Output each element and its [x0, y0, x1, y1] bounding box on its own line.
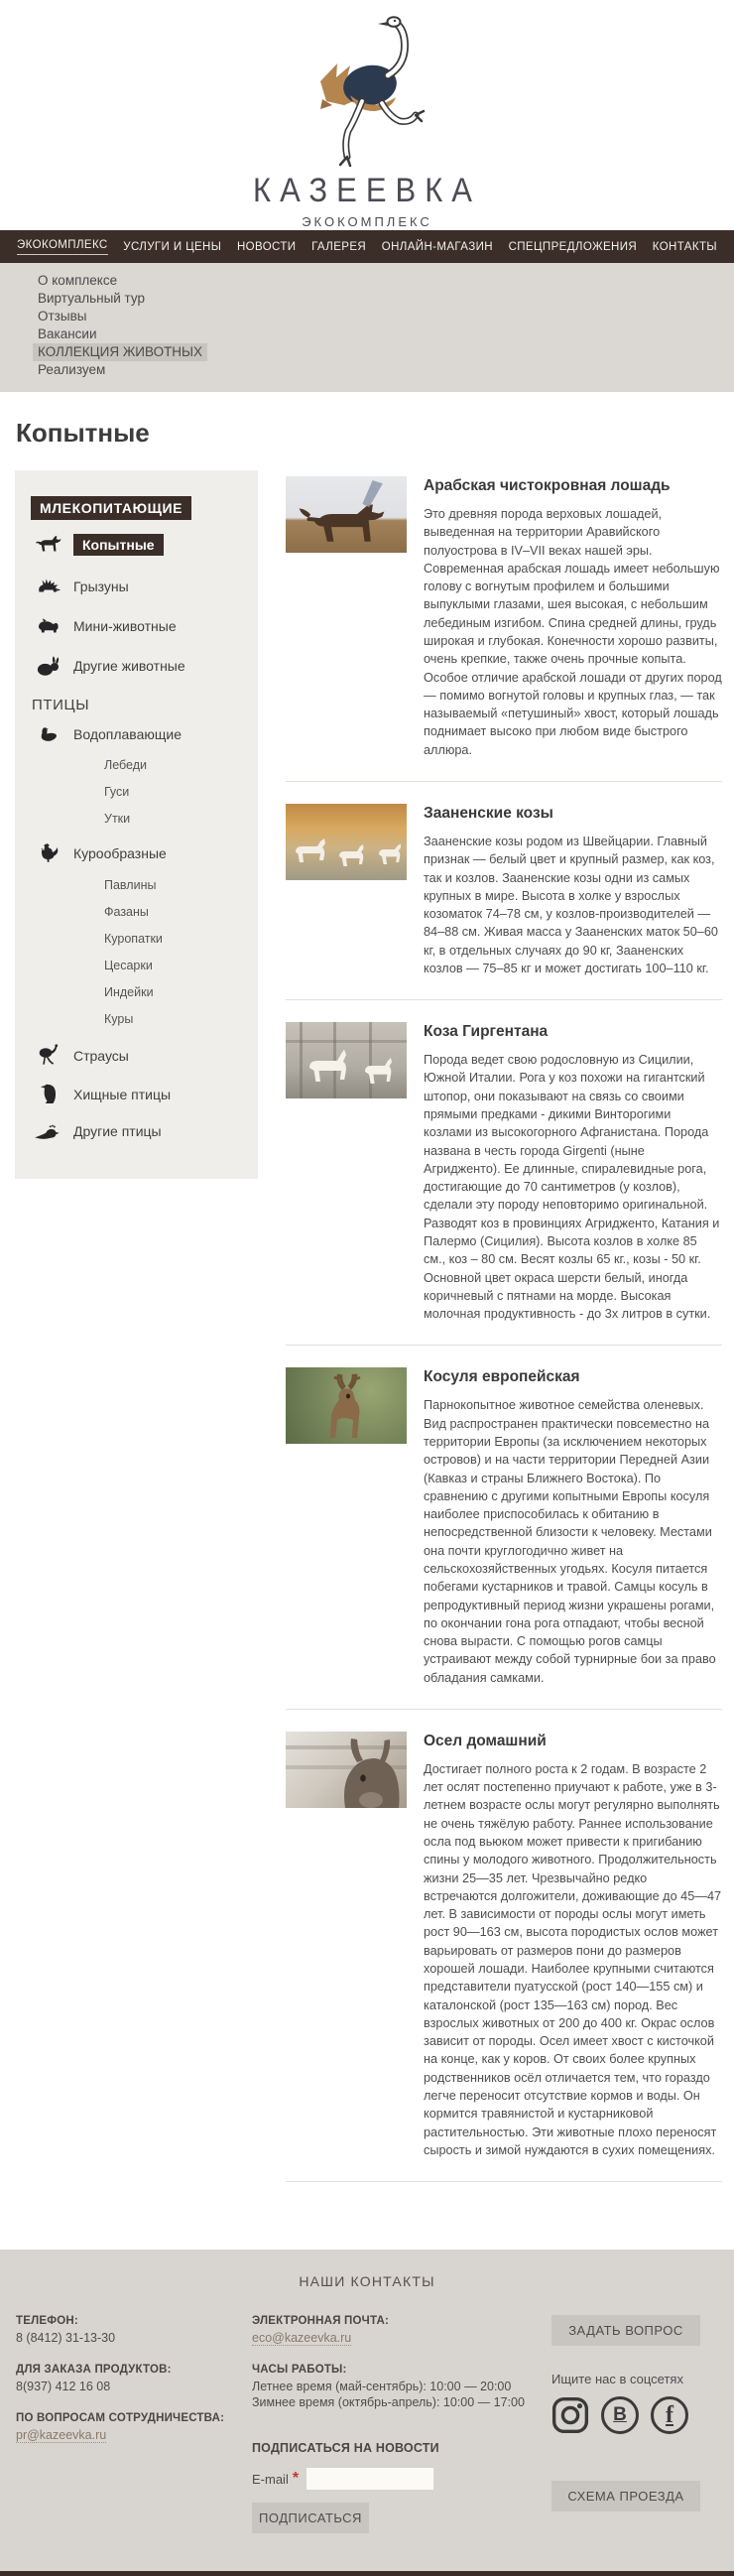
- animal-name: Арабская чистокровная лошадь: [424, 477, 671, 494]
- sidebar-item-galliformes[interactable]: [31, 841, 258, 865]
- nav-news[interactable]: НОВОСТИ: [236, 240, 297, 253]
- duck-icon: [31, 723, 66, 745]
- animal-name: Зааненские козы: [424, 804, 553, 822]
- ecocomplex-submenu: [0, 263, 734, 392]
- animal-description: Порода ведет свою родословную из Сицилии, Южной Италии. Рога у коз похожи на гигантский штопор, они показывают на связь со своими прямыми предками - дикими Винторогими козлами из высокогорного Афганистана. Порода названа в честь города Girgenti (ныне Агридженто). Ее длинные, спиралевидные рога, достигающие до 70 сантиметров (у козлов), сделали эту породу неповторимо оригинальной. Разводят коз в провинциях Агридженто, Катания и Палермо (Сицилия). Высота козлов в холке 85 см., коз – 80 см. Весят козлы 65 кг., козы - 50 кг. Основной цвет окраса шерсти белый, иногда коричневый с пятнами на морде. Высокая молочная продуктивность - до 3х литров в сутки.: [424, 1053, 720, 1322]
- facebook-icon[interactable]: f: [651, 2396, 688, 2434]
- submenu-animal-collection[interactable]: КОЛЛЕКЦИЯ ЖИВОТНЫХ: [38, 343, 734, 361]
- sidebar-item-swans[interactable]: Лебеди: [104, 758, 147, 772]
- ask-question-button[interactable]: ЗАДАТЬ ВОПРОС: [551, 2315, 700, 2346]
- hours-label: ЧАСЫ РАБОТЫ:: [252, 2364, 347, 2377]
- eagle-icon: [31, 1083, 66, 1105]
- sidebar-item-birds-of-prey[interactable]: [31, 1083, 258, 1105]
- animal-entry-arabian-horse: [286, 476, 722, 759]
- sidebar-item-partridges[interactable]: Куропатки: [104, 932, 163, 946]
- site-subtitle: ЭКОКОМПЛЕКС: [302, 214, 432, 229]
- animal-name: Коза Гиргентана: [424, 1023, 549, 1041]
- sidebar-item-ducks[interactable]: Утки: [104, 812, 131, 826]
- subscribe-block: [252, 2441, 551, 2533]
- subscribe-label: ПОДПИСАТЬСЯ НА НОВОСТИ: [252, 2441, 439, 2456]
- cooperation-label: ПО ВОПРОСАМ СОТРУДНИЧЕСТВА:: [16, 2412, 225, 2425]
- donkey-photo: [286, 1732, 407, 1808]
- horse-icon: [31, 534, 66, 556]
- bottom-strip: [0, 2571, 734, 2576]
- nav-contacts[interactable]: КОНТАКТЫ: [652, 240, 717, 253]
- sidebar-item-other-animals[interactable]: [31, 655, 258, 677]
- animal-entry-saanen-goats: [286, 804, 722, 977]
- animal-entry-roe-deer: [286, 1367, 722, 1687]
- submenu-virtual-tour[interactable]: Виртуальный тур: [38, 291, 145, 306]
- content-area: [0, 449, 734, 2204]
- page-title: Копытные: [16, 418, 150, 448]
- animal-description: Зааненские козы родом из Швейцарии. Главный признак — белый цвет и крупный размер, как коз, так и козлов. Зааненские козы одни из самых крупных в мире. Высота в холке у взрослых козоматок 74–78 см, у козлов-производителей — 84–88 см. Живая масса у Зааненских маток 50–60 кг, в отдельных случаях до 90 кг, Зааненских козлов — 75–85 кг и может достигать 100–110 кг.: [424, 834, 718, 975]
- submenu-about[interactable]: О комплексе: [38, 273, 118, 288]
- email-link[interactable]: eco@kazeevka.ru: [252, 2331, 352, 2346]
- animal-list: [258, 470, 734, 2204]
- sidebar-label-rodents: Грызуны: [73, 579, 129, 594]
- girgentana-goat-photo: [286, 1022, 407, 1098]
- arabian-horse-photo: [286, 476, 407, 553]
- sidebar-label-other-birds: Другие птицы: [73, 1123, 162, 1139]
- email-input[interactable]: [306, 2468, 433, 2490]
- entry-divider: [286, 1345, 722, 1346]
- animal-entry-girgentana-goat: [286, 1022, 722, 1323]
- email-field-label: E-mail: [252, 2471, 289, 2487]
- birds-section-header: ПТИЦЫ: [32, 697, 90, 713]
- footer-contacts-column: [16, 2315, 252, 2533]
- submenu-reviews[interactable]: Отзывы: [38, 309, 87, 323]
- sidebar-item-mini-animals[interactable]: [31, 615, 258, 637]
- sidebar-item-ostriches[interactable]: [31, 1044, 258, 1067]
- cooperation-email-link[interactable]: pr@kazeevka.ru: [16, 2428, 107, 2443]
- spacer: [0, 2204, 734, 2250]
- mammals-section-header: МЛЕКОПИТАЮЩИЕ: [31, 496, 191, 520]
- sidebar-label-hoofed: Копытные: [73, 534, 164, 556]
- required-asterisk: *: [292, 2470, 300, 2488]
- footer-actions-column: [551, 2315, 718, 2533]
- sidebar-item-chickens[interactable]: Куры: [104, 1012, 134, 1026]
- submenu-realizuem[interactable]: Реализуем: [38, 362, 106, 377]
- footer: [0, 2250, 734, 2576]
- animal-description: Это древняя порода верховых лошадей, выведенная на территории Аравийского полуострова в IV–VII веках нашей эры. Современная арабская лошадь имеет небольшую голову с вогнутым профилем и большими выпуклыми глазами, шея высокая, с небольшим лебединым изгибом. Спина средней длины, грудь широкая и глубокая. Конечности хорошо развиты, очень крепкие, также очень прочные копыта. Особое отличие арабской лошади от других пород — помимо вогнутой головы и крупных глаз, — так называемый «петушиный» хвост, который лошадь поднимает высоко при любом виде быстрого аллюра.: [424, 507, 722, 757]
- animal-name: Косуля европейская: [424, 1368, 580, 1386]
- email-label: ЭЛЕКТРОННАЯ ПОЧТА:: [252, 2315, 389, 2328]
- porcupine-icon: [31, 576, 66, 597]
- sidebar-label-other-animals: Другие животные: [73, 658, 185, 674]
- site-header: [0, 0, 734, 230]
- subscribe-button[interactable]: ПОДПИСАТЬСЯ: [252, 2503, 369, 2533]
- peacock-icon: [31, 1121, 66, 1141]
- nav-shop[interactable]: ОНЛАЙН-МАГАЗИН: [381, 240, 493, 253]
- ostrich-icon: [31, 1044, 66, 1067]
- social-label: Ищите нас в соцсетях: [551, 2372, 683, 2387]
- phone-number: 8 (8412) 31-13-30: [16, 2331, 116, 2346]
- sidebar-label-galliformes: Курообразные: [73, 845, 167, 861]
- nav-gallery[interactable]: ГАЛЕРЕЯ: [311, 240, 367, 253]
- sidebar-item-peacocks[interactable]: Павлины: [104, 878, 157, 892]
- roe-deer-photo: [286, 1367, 407, 1444]
- ostrich-logo-icon[interactable]: [288, 14, 446, 171]
- nav-offers[interactable]: СПЕЦПРЕДЛОЖЕНИЯ: [508, 240, 638, 253]
- footer-heading: НАШИ КОНТАКТЫ: [299, 2273, 435, 2290]
- site-title: КАЗЕЕВКА: [253, 170, 481, 210]
- hours-summer: Летнее время (май-сентябрь): 10:00 — 20:00: [252, 2380, 512, 2394]
- saanen-goats-photo: [286, 804, 407, 880]
- sidebar-item-geese[interactable]: Гуси: [104, 785, 130, 799]
- animal-entry-donkey: [286, 1732, 722, 2159]
- sidebar-item-waterfowl[interactable]: [31, 723, 258, 745]
- orders-label: ДЛЯ ЗАКАЗА ПРОДУКТОВ:: [16, 2364, 172, 2377]
- submenu-vacancies[interactable]: Вакансии: [38, 326, 97, 341]
- vk-icon[interactable]: В: [601, 2396, 639, 2434]
- entry-divider: [286, 999, 722, 1000]
- sidebar-item-other-birds[interactable]: [31, 1121, 258, 1141]
- sidebar-item-pheasants[interactable]: Фазаны: [104, 905, 149, 919]
- sidebar-item-hoofed[interactable]: [31, 534, 258, 556]
- sidebar-item-rodents[interactable]: [31, 576, 258, 597]
- entry-divider: [286, 781, 722, 782]
- animal-description: Парнокопытное животное семейства оленевых. Вид распространен практически повсеместно на территории Европы (за исключением некоторых островов) и на части территории Передней Азии (Кавказ и страны Ближнего Востока). По сравнению с другими копытными Европы косуля наиболее приспособилась к обитанию в непосредственной близости к человеку. Местами она почти круглогодично живет на сельскохозяйственных угодьях. Косуля питается побегами кустарников и травой. Самцы косуль в репродуктивный период жизни украшены рогами, по окончании гона рога отпадают, чтобы весной снова вырасти. С помощью рогов самцы устраивают между собой турнирные бои за право обладания самками.: [424, 1398, 716, 1685]
- entry-divider: [286, 1709, 722, 1710]
- entry-divider: [286, 2181, 722, 2182]
- animal-categories-sidebar: [15, 470, 258, 1179]
- instagram-icon[interactable]: [551, 2396, 589, 2434]
- nav-ecocomplex[interactable]: ЭКОКОМПЛЕКС: [17, 239, 108, 255]
- sidebar-label-waterfowl: Водоплавающие: [73, 726, 182, 742]
- sidebar-label-mini-animals: Мини-животные: [73, 618, 177, 634]
- rabbit-icon: [31, 655, 66, 677]
- pig-icon: [31, 615, 66, 637]
- sidebar-item-turkeys[interactable]: Индейки: [104, 985, 154, 999]
- nav-services[interactable]: УСЛУГИ И ЦЕНЫ: [123, 240, 222, 253]
- hours-winter: Зимнее время (октябрь-апрель): 10:00 — 17:00: [252, 2395, 525, 2410]
- map-button[interactable]: СХЕМА ПРОЕЗДА: [551, 2481, 700, 2512]
- phone-label: ТЕЛЕФОН:: [16, 2315, 78, 2328]
- footer-info-column: [252, 2315, 551, 2533]
- sidebar-item-guinea-fowl[interactable]: Цесарки: [104, 959, 153, 972]
- animal-description: Достигает полного роста к 2 годам. В возрасте 2 лет ослят постепенно приучают к работе, уже в 3-летнем возрасте ослы могут регулярно выполнять не очень тяжёлую работу. Раннее использование осла под вьюком может привести к пригибанию спины у молодого животного. Продолжительность жизни 25—35 лет. Чрезвычайно редко встречаются долгожители, доживающие до 45—47 лет. В зависимости от породы ослы могут иметь рост 90—163 см, высота породистых ослов может варьировать от размеров пони до размеров хорошей лошади. Наиболее крупными считаются представители пуатусской (рост 140—155 см) и каталонской (рост 135—163 см) пород. Вес взрослых животных от 200 до 400 кг. Окрас ослов зависит от породы. Осел имеет хвост с кисточкой на конце, как у коров. От своих более крупных родственников осёл отличается тем, что гораздо легче переносит отсутствие кормов и воды. Он кормится травянистой и кустарниковой растительностью. Эти животные плохо переносят сырость и зимой нуждаются в сухих помещениях.: [424, 1761, 722, 2157]
- rooster-icon: [31, 841, 66, 865]
- sidebar-label-ostriches: Страусы: [73, 1047, 129, 1064]
- main-nav: [0, 230, 734, 263]
- orders-phone: 8(937) 412 16 08: [16, 2380, 111, 2394]
- animal-name: Осел домашний: [424, 1732, 547, 1749]
- sidebar-label-birds-of-prey: Хищные птицы: [73, 1086, 172, 1102]
